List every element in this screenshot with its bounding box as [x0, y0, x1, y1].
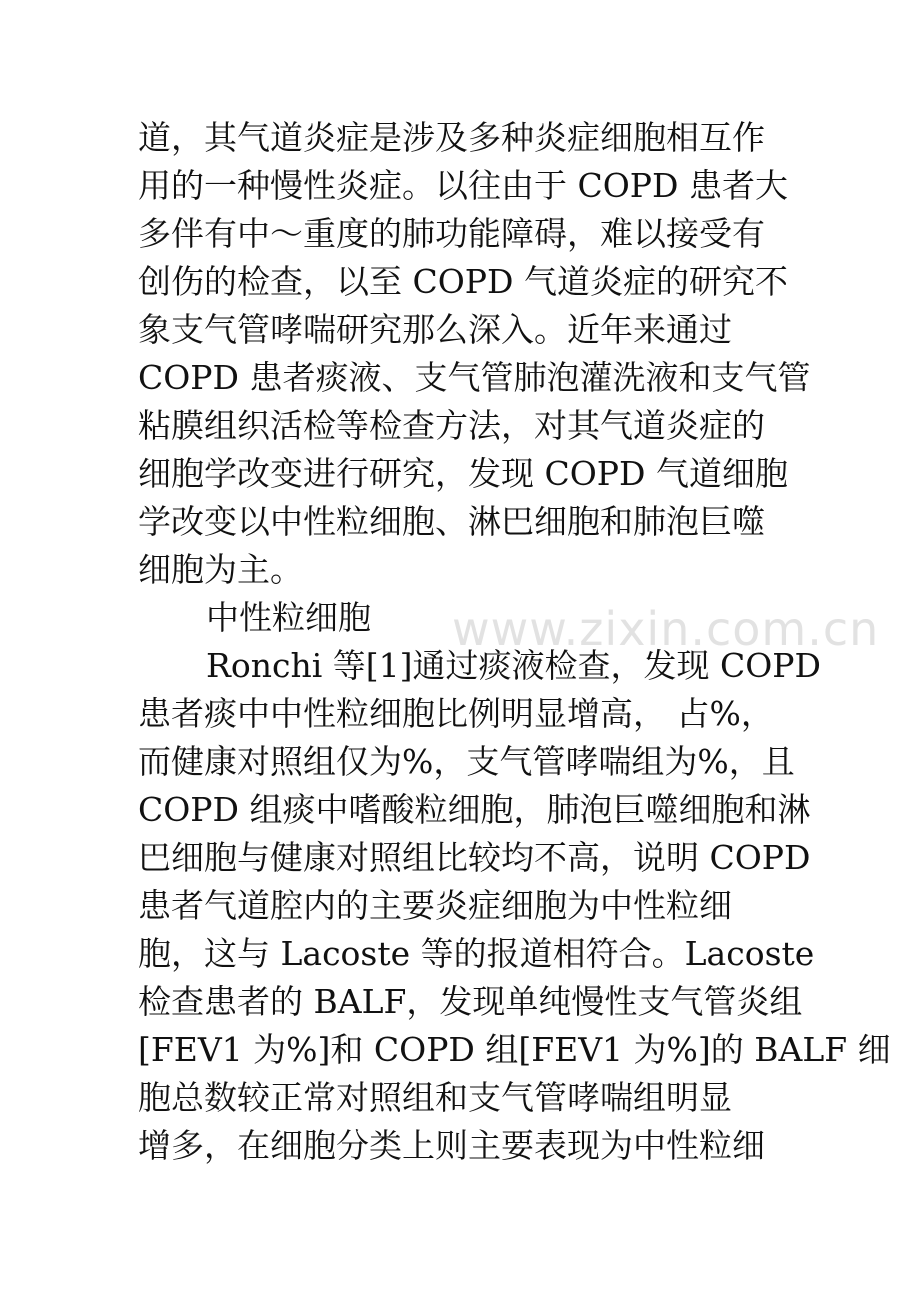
text-line: [FEV1 为%]和 COPD 组[FEV1 为%]的 BALF 细 — [138, 1030, 891, 1069]
text-line: Ronchi 等[1]通过痰液检查，发现 COPD — [206, 646, 821, 685]
text-line: 细胞学改变进行研究，发现 COPD 气道细胞 — [138, 454, 788, 493]
text-line: 胞，这与 Lacoste 等的报道相符合。Lacoste — [138, 934, 815, 973]
text-line: 创伤的检查，以至 COPD 气道炎症的研究不 — [138, 262, 788, 301]
text-line: 粘膜组织活检等检查方法，对其气道炎症的 — [138, 406, 765, 445]
text-line: 增多，在细胞分类上则主要表现为中性粒细 — [138, 1126, 765, 1165]
text-line: 巴细胞与健康对照组比较均不高，说明 COPD — [138, 838, 811, 877]
text-line: 学改变以中性粒细胞、淋巴细胞和肺泡巨噬 — [138, 502, 765, 541]
text-line: 患者气道腔内的主要炎症细胞为中性粒细 — [138, 886, 732, 925]
text-line: COPD 组痰中嗜酸粒细胞，肺泡巨噬细胞和淋 — [138, 790, 811, 829]
text-line: 多伴有中～重度的肺功能障碍，难以接受有 — [138, 214, 765, 253]
text-line: 而健康对照组仅为%，支气管哮喘组为%，且 — [138, 742, 795, 781]
section-heading: 中性粒细胞 — [206, 598, 371, 637]
text-line: 用的一种慢性炎症。以往由于 COPD 患者大 — [138, 166, 788, 205]
text-line: 患者痰中中性粒细胞比例明显增高， 占%， — [138, 694, 774, 733]
text-line: 象支气管哮喘研究那么深入。近年来通过 — [138, 310, 732, 349]
watermark-text: www.zixin.com.cn — [452, 602, 880, 656]
text-line: 胞总数较正常对照组和支气管哮喘组明显 — [138, 1078, 732, 1117]
text-line: 检查患者的 BALF，发现单纯慢性支气管炎组 — [138, 982, 803, 1021]
text-line: 细胞为主。 — [138, 550, 303, 589]
text-line: COPD 患者痰液、支气管肺泡灌洗液和支气管 — [138, 358, 811, 397]
text-line: 道，其气道炎症是涉及多种炎症细胞相互作 — [138, 118, 765, 157]
